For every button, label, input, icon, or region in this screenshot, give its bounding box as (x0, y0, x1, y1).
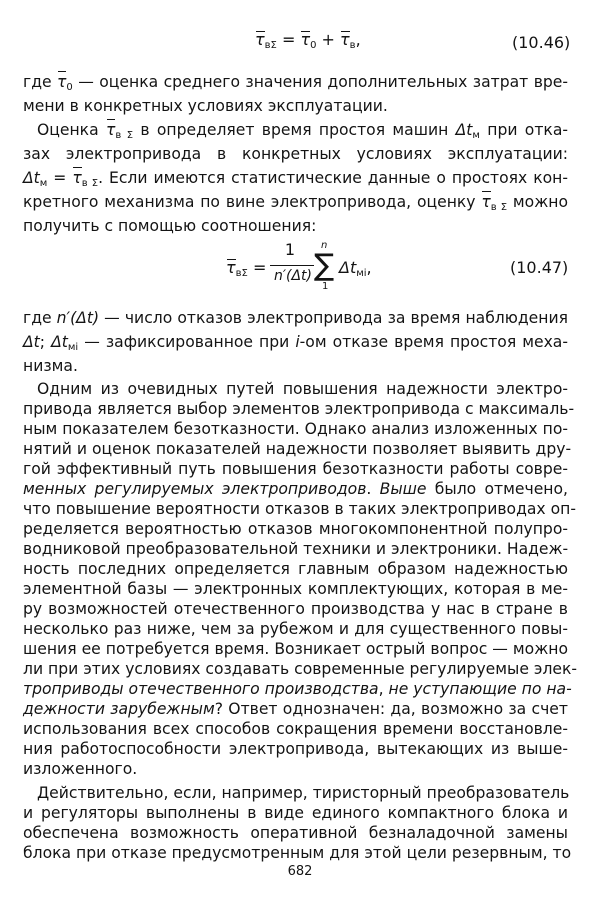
plus-sign: + (316, 30, 341, 49)
tau-symbol: τ (255, 30, 265, 49)
text-line: и регуляторы выполнены в виде единого компактного блока и (23, 804, 568, 822)
text-line: зах электропривода в конкретных условиях эксплуатации: (23, 145, 568, 163)
subscript: 0 (310, 40, 317, 51)
text-line: шения ее потребуется время. Возникает острый вопрос — можно (23, 640, 568, 658)
tau-symbol: τ (340, 30, 350, 49)
equation-number-10-46: (10.46) (512, 33, 571, 52)
sum-symbol: ∑ (314, 248, 335, 283)
tau-symbol: τ (57, 70, 66, 94)
text-line: ность последних определяется главным образом надежностью (23, 560, 568, 578)
text-line: Одним из очевидных путей повышения надежности электро- (37, 380, 568, 398)
tau-symbol: τ (72, 166, 81, 190)
text-line: мени в конкретных условиях эксплуатации. (23, 97, 388, 115)
subscript: вΣ (264, 40, 277, 51)
text-line: несколько раз ниже, чем за рубежом и для существенного повы- (23, 620, 568, 638)
equation-number-10-47: (10.47) (510, 258, 569, 277)
fraction-numerator: 1 (284, 240, 296, 259)
tau-symbol: τ (481, 190, 490, 214)
sum-term: $\Delta t_{мi}$, (339, 258, 372, 279)
text-line: блока при отказе предусмотренным для этой цели резервным, то (23, 844, 572, 862)
text-line: ределяется вероятностью отказов многокомпонентной полупро- (23, 520, 568, 538)
tau-symbol: τ (106, 118, 115, 142)
text-line: получить с помощью соотношения: (23, 217, 317, 235)
text-line: ным показателем безотказности. Однако анализ изложенных по- (23, 420, 568, 438)
equation-10-47-lhs (226, 258, 266, 279)
text-line: где $\tau_0$ — оценка среднего значения дополнительных затрат вре- (23, 70, 568, 94)
sum-upper-limit: n (321, 240, 328, 251)
text-line: ли при этих условиях создавать современные регулируемые элек- (23, 660, 578, 678)
text-line: кретного механизма по вине электропривода, оценку $\tau_{в \Sigma}$ можно (23, 190, 568, 214)
text-line: низма. (23, 357, 78, 375)
text-line: использования всех способов сокращения времени восстановле- (23, 720, 568, 738)
text-line: Δt; $\Delta t_{мi}$ — зафиксированное при i-ом отказе время простоя меха- (23, 333, 568, 353)
tau-symbol: τ (226, 258, 236, 277)
comma: , (355, 30, 361, 49)
equation-10-46 (255, 30, 361, 51)
text-line: привода является выбор элементов электропривода с максималь- (23, 400, 575, 418)
text-line: менных регулируемых электроприводов. Выше было отмечено, (23, 480, 568, 498)
equals-sign: = (247, 258, 267, 277)
equals-sign: = (276, 30, 301, 49)
fraction-bar (270, 265, 314, 266)
text-line: что повышение вероятности отказов в таких электроприводах оп- (23, 500, 576, 518)
text-line: $\Delta t_м = \tau_{в \Sigma}$. Если имеются статистические данные о простоях кон- (23, 166, 568, 190)
text-line: Действительно, если, например, тиристорный преобразователь (37, 784, 570, 802)
text-line: где n′(Δt) — число отказов электропривода за время наблюдения (23, 309, 568, 327)
text-line: гой эффективный путь повышения безотказности работы совре- (23, 460, 568, 478)
text-line: нятий и оценок показателей надежности позволяет выявить дру- (23, 440, 572, 458)
text-line: троприводы отечественного производства, не уступающие по на- (23, 680, 572, 698)
text-line: дежности зарубежным? Ответ однозначен: да, возможно за счет (23, 700, 568, 718)
subscript: в (349, 40, 356, 51)
subscript: вΣ (235, 268, 248, 279)
text-line: изложенного. (23, 760, 138, 778)
text-line: ния работоспособности электропривода, вытекающих из выше- (23, 740, 568, 758)
tau-symbol: τ (300, 30, 311, 49)
sum-lower-limit: 1 (322, 281, 329, 292)
text-line: ру возможностей отечественного производства у нас в стране в (23, 600, 568, 618)
text-line: водниковой преобразовательной техники и электроники. Надеж- (23, 540, 569, 558)
text-line: элементной базы — электронных комплектующих, которая в ме- (23, 580, 568, 598)
text-line: обеспечена возможность оперативной безналадочной замены (23, 824, 568, 842)
page-number: 682 (287, 864, 313, 879)
text-line: Оценка $\tau_{в \Sigma}$ в определяет время простоя машин $\Delta t_м$ при отка- (37, 118, 568, 142)
fraction-denominator: n′(Δt) (273, 268, 313, 284)
